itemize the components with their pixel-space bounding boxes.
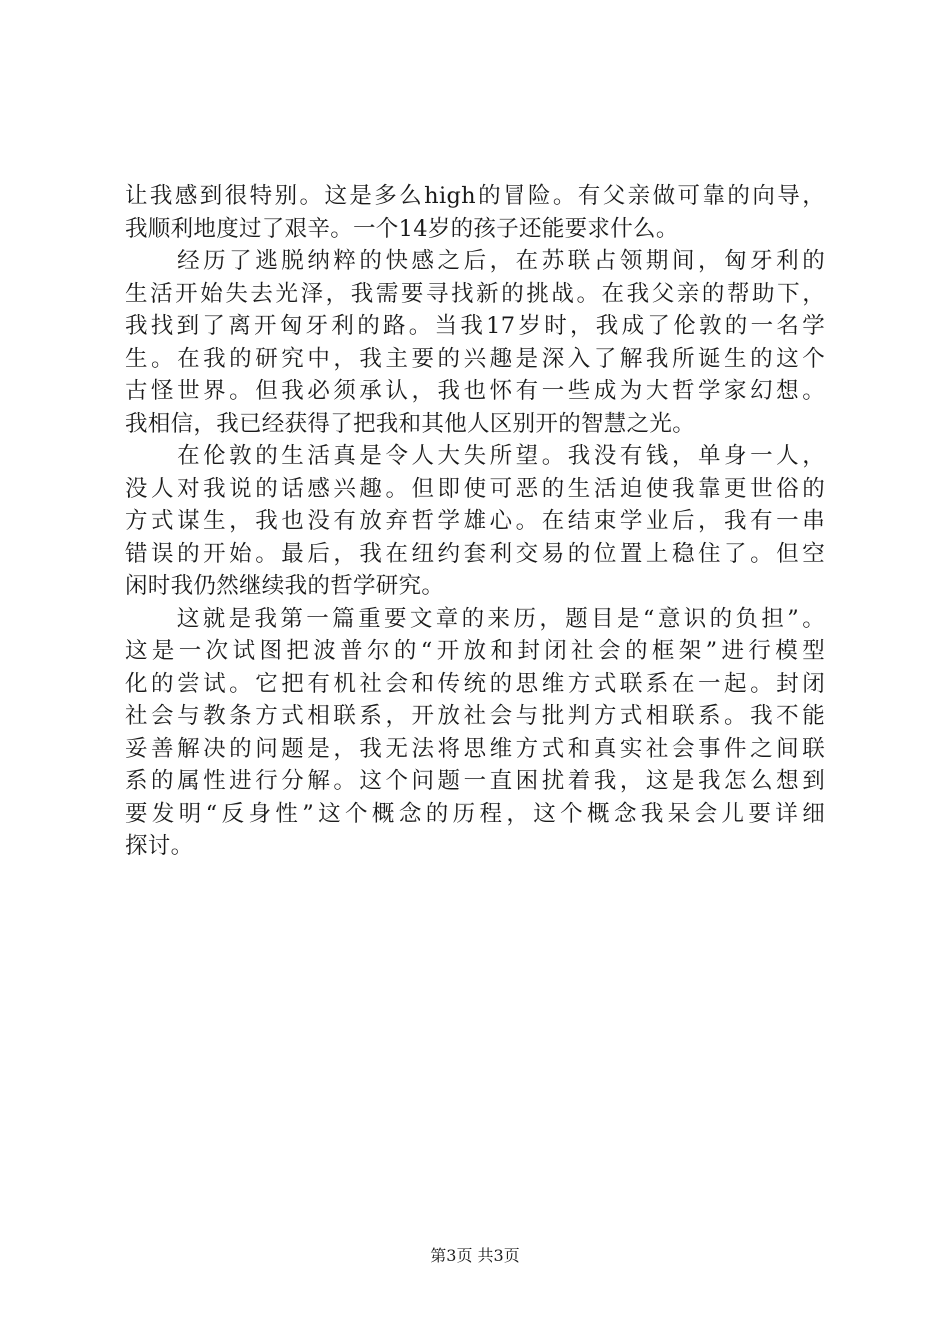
text-line: 这就是我第一篇重要文章的来历，题目是“意识的负担”。	[125, 605, 825, 632]
document-body	[125, 180, 825, 863]
text-line: 社会与教条方式相联系，开放社会与批判方式相联系。我不能	[125, 703, 825, 729]
text-line: 我顺利地度过了艰辛。一个14岁的孩子还能要求什么。	[125, 215, 679, 242]
text-line: 生。在我的研究中，我主要的兴趣是深入了解我所诞生的这个	[125, 345, 825, 372]
text-line: 闲时我仍然继续我的哲学研究。	[125, 573, 445, 599]
text-line: 在伦敦的生活真是令人大失所望。我没有钱，单身一人，	[125, 443, 825, 469]
text-line: 探讨。	[125, 833, 194, 859]
text-line: 这是一次试图把波普尔的“开放和封闭社会的框架”进行模型	[125, 638, 825, 664]
text-line: 妥善解决的问题是，我无法将思维方式和真实社会事件之间联	[125, 735, 825, 762]
page-footer	[0, 1243, 950, 1266]
text-line: 经历了逃脱纳粹的快感之后，在苏联占领期间，匈牙利的	[125, 248, 825, 274]
text-line: 生活开始失去光泽，我需要寻找新的挑战。在我父亲的帮助下，	[125, 280, 825, 307]
text-line: 要发明“反身性”这个概念的历程，这个概念我呆会儿要详细	[125, 800, 825, 827]
text-line: 方式谋生，我也没有放弃哲学雄心。在结束学业后，我有一串	[125, 508, 825, 534]
page-number: 第3页 共3页	[430, 1246, 520, 1265]
text-line: 我相信，我已经获得了把我和其他人区别开的智慧之光。	[125, 410, 696, 437]
text-line: 没人对我说的话感兴趣。但即使可恶的生活迫使我靠更世俗的	[125, 475, 825, 502]
text-line: 我找到了离开匈牙利的路。当我17岁时，我成了伦敦的一名学	[125, 313, 825, 339]
text-line: 系的属性进行分解。这个问题一直困扰着我，这是我怎么想到	[125, 768, 825, 794]
text-line: 错误的开始。最后，我在纽约套利交易的位置上稳住了。但空	[125, 540, 825, 567]
text-line: 让我感到很特别。这是多么high的冒险。有父亲做可靠的向导，	[125, 183, 825, 209]
text-line: 古怪世界。但我必须承认，我也怀有一些成为大哲学家幻想。	[125, 378, 825, 404]
text-line: 化的尝试。它把有机社会和传统的思维方式联系在一起。封闭	[125, 670, 825, 697]
